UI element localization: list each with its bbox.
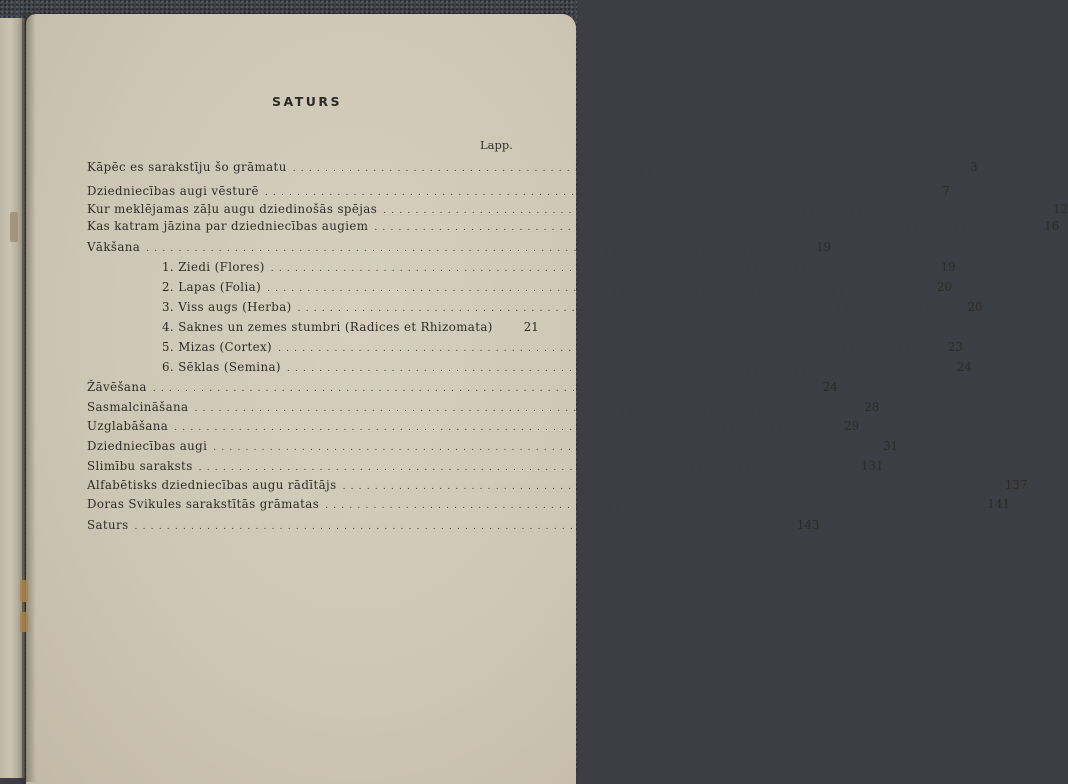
toc-entry-title: 6. Sēklas (Semina) [162,360,281,374]
toc-entry [162,340,963,358]
toc-entry-title: 3. Viss augs (Herba) [162,300,292,314]
toc-entry-page: 20 [936,280,952,294]
toc-entry-title: 5. Mizas (Cortex) [162,340,273,354]
toc-entry-title: Dziedniecības augi [87,439,208,453]
toc-entry-title: Sasmalcināšana [87,400,189,414]
contents-heading: SATURS [272,94,343,109]
dot-leader: ................................................................................ [264,188,910,198]
toc-entry [87,518,820,536]
toc-entry-page: 21 [523,320,539,334]
toc-entry-title: Dziedniecības augi vēsturē [87,184,259,198]
dot-leader: ................................................................................ [278,344,923,354]
dot-leader: ................................................................................ [152,384,798,394]
dot-leader: ................................................................................ [342,482,988,492]
dot-leader: ................................................................................ [174,423,820,433]
toc-entry-page: 24 [956,360,972,374]
toc-entry-page: 24 [822,380,838,394]
page-column-label: Lapp. [480,138,513,152]
toc-entry-title: 4. Saknes un zemes stumbri (Radices et Rhizomata) [162,320,493,334]
toc-entry-page: 19 [816,240,832,254]
toc-entry-title: Kas katram jāzina par dziedniecības augiem [87,219,369,233]
toc-entry-title: Vākšana [87,240,141,254]
dot-leader: ................................................................................ [194,404,840,414]
toc-entry-title: Žāvēšana [87,380,147,394]
dot-leader: ................................................................................ [325,501,971,511]
toc-entry-page: 29 [844,419,860,433]
toc-entry [87,400,880,418]
dot-leader: ................................................................................ [134,522,780,532]
toc-entry [87,439,899,457]
toc-entry-title: Doras Svikules sarakstītās grāmatas [87,497,320,511]
toc-entry-title: Uzglabāšana [87,419,169,433]
toc-entry [162,320,539,338]
toc-entry [87,219,1060,237]
dot-leader: ................................................................................ [267,284,912,294]
toc-entry-page: 137 [1004,478,1028,492]
toc-entry-page: 3 [970,160,978,174]
toc-entry [87,380,838,398]
dot-leader: ................................................................................ [383,206,1029,216]
toc-entry-page: 143 [796,518,820,532]
toc-entry [87,497,1011,515]
toc-entry-page: 16 [1044,219,1060,233]
toc-entry [162,360,972,378]
toc-entry [162,260,956,278]
toc-entry [87,240,832,258]
toc-entry-page: 7 [942,184,950,198]
toc-entry [87,202,1068,220]
toc-entry-title: Kāpēc es sarakstīju šo grāmatu [87,160,287,174]
toc-entry [87,419,860,437]
dot-leader: ................................................................................ [213,443,859,453]
dot-leader: ................................................................................ [146,244,792,254]
toc-entry-page: 28 [864,400,880,414]
toc-entry-title: 2. Lapas (Folia) [162,280,262,294]
dot-leader: ................................................................................ [292,164,938,174]
toc-entry-page: 19 [940,260,956,274]
toc-entry-title: Saturs [87,518,129,532]
toc-entry-page: 31 [883,439,899,453]
toc-entry-title: 1. Ziedi (Flores) [162,260,265,274]
toc-entry-page: 141 [987,497,1011,511]
toc-entry [87,184,950,202]
toc-entry [162,280,952,298]
toc-entry [87,459,884,477]
toc-entry-title: Slimību saraksts [87,459,193,473]
toc-entry-title: Alfabētisks dziedniecības augu rādītājs [87,478,337,492]
dot-leader: ................................................................................ [270,264,916,274]
dot-leader: ................................................................................ [286,364,932,374]
dot-leader: ................................................................................ [198,463,844,473]
dot-leader: ................................................................................ [297,304,943,314]
toc-entry-page: 20 [967,300,983,314]
dot-leader: ................................................................................ [374,223,1020,233]
toc-entry-page: 12 [1053,202,1068,216]
toc-entry [87,478,1028,496]
toc-entry-page: 23 [947,340,963,354]
toc-entry-title: Kur meklējamas zāļu augu dziedinošās spējas [87,202,378,216]
toc-entry-page: 131 [861,459,884,473]
toc-entry [162,300,983,318]
toc-entry [87,160,978,178]
